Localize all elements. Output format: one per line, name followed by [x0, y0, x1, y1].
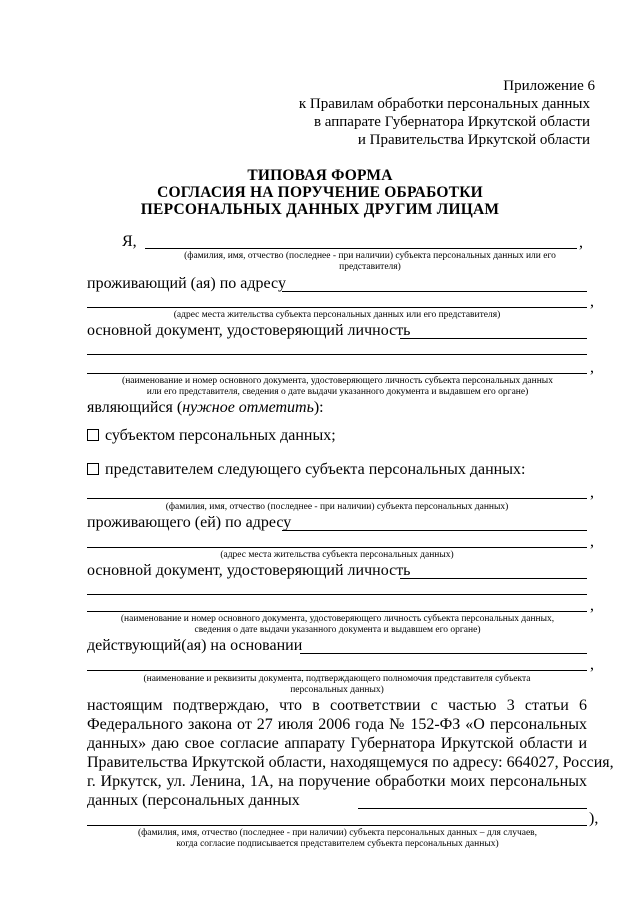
- final-caption-line1: (фамилия, имя, отчество (последнее - при наличии) субъекта персональных данных – для случаев,: [137, 828, 538, 838]
- appendix-number: Приложение 6: [503, 78, 595, 94]
- subject-doc-field-1[interactable]: [400, 578, 587, 579]
- consent-line4: Правительства Иркутской области, находящемуся по адресу: 664027, Россия,: [87, 754, 614, 771]
- main-doc-label: основной документ, удостоверяющий личность: [87, 322, 411, 339]
- subject-address-field-2[interactable]: [87, 547, 587, 548]
- residing-label: проживающий (ая) по адресу: [87, 275, 286, 292]
- doc-field-3[interactable]: [87, 373, 587, 374]
- residing2-label: проживающего (ей) по адресу: [87, 514, 292, 531]
- final-fio-field-2[interactable]: [87, 825, 587, 826]
- address-caption: (адрес места жительства субъекта персональных данных или его представителя): [173, 310, 501, 320]
- address-field-1[interactable]: [282, 291, 587, 292]
- fio-comma: ,: [579, 234, 583, 251]
- subject-fio-field[interactable]: [87, 498, 587, 499]
- form-title-line3: ПЕРСОНАЛЬНЫХ ДАННЫХ ДРУГИМ ЛИЦАМ: [140, 201, 500, 218]
- basis-caption-line1: (наименование и реквизиты документа, подтверждающего полномочия представителя субъекта: [143, 674, 531, 684]
- address-field-2[interactable]: [87, 307, 587, 308]
- consent-line1: настоящим подтверждаю, что в соответствии с частью 3 статьи 6: [87, 697, 587, 714]
- being-label: являющийся (нужное отметить):: [87, 399, 324, 416]
- doc-comma: ,: [590, 359, 594, 376]
- appendix-ref-line1: к Правилам обработки персональных данных: [298, 96, 590, 112]
- subject-doc-field-3[interactable]: [87, 611, 587, 612]
- consent-line2: Федерального закона от 27 июля 2006 года № 152-ФЗ «О персональных: [87, 716, 587, 733]
- checkbox-subject[interactable]: [87, 429, 99, 441]
- basis-comma: ,: [590, 656, 594, 673]
- fio-caption-line1: (фамилия, имя, отчество (последнее - при наличии) субъекта персональных данных или его: [184, 251, 556, 261]
- subject-doc-comma: ,: [590, 597, 594, 614]
- fio-caption-line2: представителя): [339, 262, 401, 272]
- basis-caption-line2: персональных данных): [290, 685, 384, 695]
- final-caption-line2: когда согласие подписывается представителем субъекта персональных данных): [176, 839, 499, 849]
- subject-doc-caption-line1: (наименование и номер основного документа, удостоверяющего личность субъекта персональных данных,: [120, 614, 555, 624]
- basis-field-2[interactable]: [87, 670, 587, 671]
- subject-doc-field-2[interactable]: [87, 594, 587, 595]
- ya-label: Я,: [122, 233, 137, 250]
- doc-field-1[interactable]: [400, 338, 587, 339]
- subject-address-comma: ,: [590, 533, 594, 550]
- doc-caption-line1: (наименование и номер основного документа, удостоверяющего личность субъекта персональных данных: [122, 376, 553, 386]
- subject-doc-caption-line2: сведения о дате выдачи указанного документа и выдавшем его органе): [194, 625, 481, 635]
- doc-caption-line2: или его представителя, сведения о дате выдачи указанного документа и выдавшем его органе): [146, 387, 529, 397]
- consent-line3: данных» даю свое согласие аппарату Губернатора Иркутской области и: [87, 735, 587, 752]
- subject-address-field-1[interactable]: [282, 530, 587, 531]
- consent-line5: г. Иркутск, ул. Ленина, 1А, на поручение обработки моих персональных: [87, 773, 587, 790]
- subject-fio-comma: ,: [590, 484, 594, 501]
- subject-fio-caption: (фамилия, имя, отчество (последнее - при наличии) субъекта персональных данных): [165, 502, 509, 512]
- address-comma: ,: [590, 293, 594, 310]
- appendix-ref-line2: в аппарате Губернатора Иркутской области: [313, 114, 590, 130]
- consent-line6: данных (персональных данных: [87, 792, 300, 809]
- final-fio-field-1[interactable]: [358, 808, 587, 809]
- option-subject[interactable]: субъектом персональных данных;: [87, 427, 336, 445]
- option-representative[interactable]: представителем следующего субъекта персональных данных:: [87, 461, 525, 479]
- doc-field-2[interactable]: [87, 354, 587, 355]
- fio-field[interactable]: [145, 248, 577, 249]
- main-doc2-label: основной документ, удостоверяющий личность: [87, 562, 411, 579]
- basis-field-1[interactable]: [300, 653, 587, 654]
- appendix-ref-line3: и Правительства Иркутской области: [357, 132, 590, 148]
- form-title-line2: СОГЛАСИЯ НА ПОРУЧЕНИЕ ОБРАБОТКИ: [157, 184, 483, 201]
- checkbox-representative[interactable]: [87, 463, 99, 475]
- acting-label: действующий(ая) на основании: [87, 637, 303, 654]
- form-title-line1: ТИПОВАЯ ФОРМА: [247, 167, 393, 184]
- final-paren: ),: [589, 810, 599, 827]
- subject-address-caption: (адрес места жительства субъекта персональных данных): [220, 550, 454, 560]
